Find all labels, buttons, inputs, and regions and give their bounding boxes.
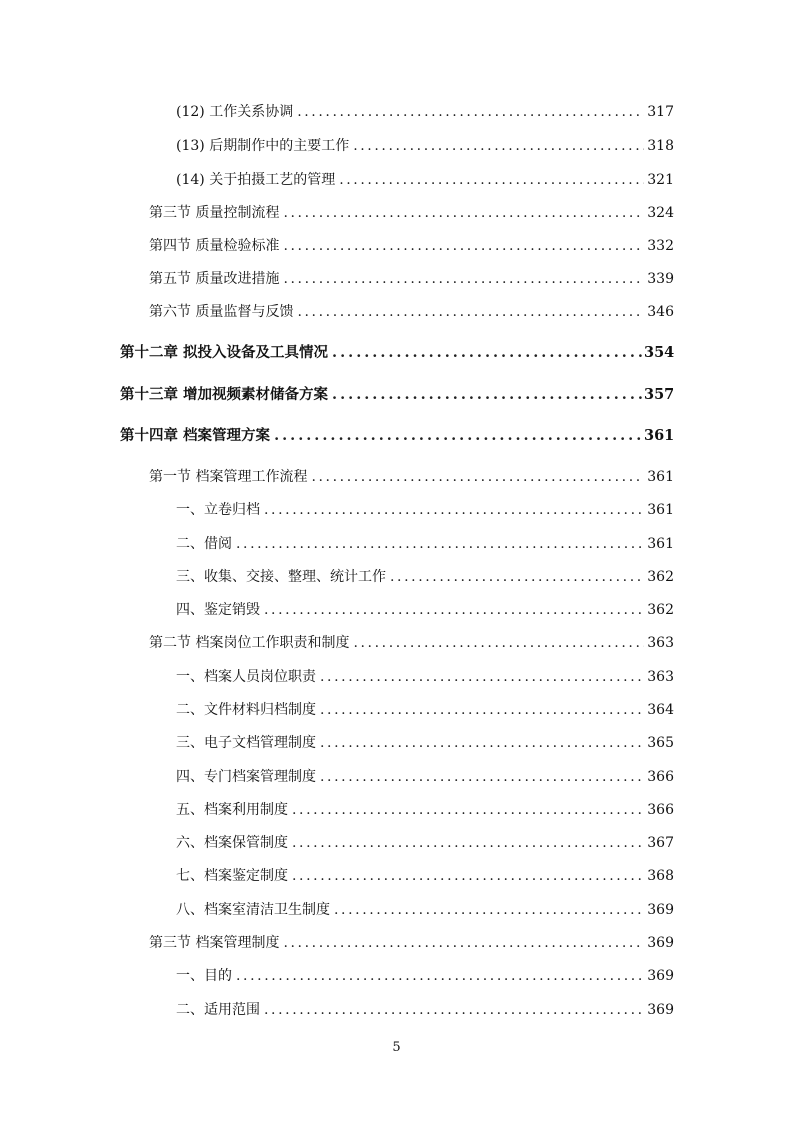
- dot-leader: [349, 134, 644, 158]
- dot-leader: [288, 831, 644, 855]
- dot-leader: [316, 731, 644, 755]
- toc-entry-page: 324: [647, 205, 674, 221]
- toc-entry-page: 361: [647, 536, 674, 552]
- dot-leader: [307, 465, 644, 489]
- toc-entry-label: 四、鉴定销毁: [176, 602, 260, 618]
- toc-entry[interactable]: [176, 964, 674, 988]
- toc-entry-label: 第三节 质量控制流程: [149, 205, 280, 221]
- dot-leader: [232, 964, 644, 988]
- dot-leader: [316, 765, 644, 789]
- toc-chapter-entry[interactable]: [120, 424, 674, 448]
- toc-entry[interactable]: [176, 565, 674, 589]
- toc-entry-label: 第十二章 拟投入设备及工具情况: [120, 344, 329, 361]
- dot-leader: [335, 168, 644, 192]
- toc-entry-label: 一、档案人员岗位职责: [176, 669, 316, 685]
- dot-leader: [288, 798, 644, 822]
- toc-entry-label: 六、档案保管制度: [176, 835, 288, 851]
- toc-entry-label: 第一节 档案管理工作流程: [149, 469, 308, 485]
- toc-entry-page: 339: [647, 271, 674, 287]
- toc-entry-page: 369: [647, 902, 674, 918]
- dot-leader: [279, 267, 644, 291]
- toc-entry[interactable]: [176, 134, 674, 158]
- toc-entry-page: 361: [647, 469, 674, 485]
- toc-entry[interactable]: [176, 765, 674, 789]
- toc-entry-label: 二、借阅: [176, 536, 232, 552]
- dot-leader: [386, 565, 644, 589]
- toc-entry-label: (12) 工作关系协调: [176, 104, 294, 120]
- toc-entry-page: 317: [647, 104, 674, 120]
- toc-entry-page: 366: [647, 769, 674, 785]
- toc-entry-label: 四、专门档案管理制度: [176, 769, 316, 785]
- page-number: 5: [392, 1040, 401, 1055]
- toc-entry-page: 361: [644, 427, 675, 444]
- toc-entry[interactable]: [176, 665, 674, 689]
- dot-leader: [260, 598, 644, 622]
- toc-entry-page: 354: [644, 344, 675, 361]
- toc-chapter-entry[interactable]: [120, 341, 674, 365]
- toc-entry[interactable]: [176, 998, 674, 1022]
- toc-entry-page: 369: [647, 935, 674, 951]
- dot-leader: [279, 931, 644, 955]
- toc-entry[interactable]: [176, 831, 674, 855]
- dot-leader: [316, 665, 644, 689]
- toc-entry-page: 357: [644, 386, 675, 403]
- toc-entry-label: 八、档案室清洁卫生制度: [176, 902, 330, 918]
- toc-chapter-entry[interactable]: [120, 383, 674, 407]
- dot-leader: [328, 383, 644, 407]
- toc-entry[interactable]: [149, 465, 674, 489]
- toc-entry-label: 一、立卷归档: [176, 502, 260, 518]
- toc-entry[interactable]: [149, 267, 674, 291]
- toc-entry-label: 一、目的: [176, 968, 232, 984]
- toc-entry[interactable]: [149, 234, 674, 258]
- toc-entry-label: 五、档案利用制度: [176, 802, 288, 818]
- toc-entry-label: 三、收集、交接、整理、统计工作: [176, 569, 386, 585]
- toc-entry-page: 361: [647, 502, 674, 518]
- toc-entry[interactable]: [176, 100, 674, 124]
- toc-entry[interactable]: [176, 698, 674, 722]
- toc-entry[interactable]: [176, 898, 674, 922]
- toc-entry[interactable]: [176, 864, 674, 888]
- toc-entry-label: (14) 关于拍摄工艺的管理: [176, 172, 336, 188]
- dot-leader: [328, 341, 644, 365]
- toc-entry-label: 七、档案鉴定制度: [176, 868, 288, 884]
- toc-entry[interactable]: [176, 498, 674, 522]
- toc-entry-page: 362: [647, 602, 674, 618]
- toc-entry-page: 363: [647, 669, 674, 685]
- toc-entry-label: 第二节 档案岗位工作职责和制度: [149, 635, 350, 651]
- toc-entry-page: 318: [647, 138, 674, 154]
- dot-leader: [316, 698, 644, 722]
- dot-leader: [260, 498, 644, 522]
- toc-entry-label: 二、文件材料归档制度: [176, 702, 316, 718]
- toc-entry[interactable]: [176, 532, 674, 556]
- toc-entry-page: 363: [647, 635, 674, 651]
- toc-entry-label: 第十三章 增加视频素材储备方案: [120, 386, 329, 403]
- toc-entry[interactable]: [149, 201, 674, 225]
- toc-entry[interactable]: [149, 931, 674, 955]
- toc-entry-page: 321: [647, 172, 674, 188]
- toc-entry[interactable]: [176, 731, 674, 755]
- dot-leader: [293, 100, 644, 124]
- toc-entry-label: 二、适用范围: [176, 1002, 260, 1018]
- toc-entry-label: 第三节 档案管理制度: [149, 935, 280, 951]
- dot-leader: [279, 201, 644, 225]
- toc-entry-label: 第六节 质量监督与反馈: [149, 304, 294, 320]
- toc-entry[interactable]: [149, 300, 674, 324]
- toc-entry-label: 第十四章 档案管理方案: [120, 427, 271, 444]
- dot-leader: [279, 234, 644, 258]
- toc-entry[interactable]: [176, 798, 674, 822]
- toc-entry-label: (13) 后期制作中的主要工作: [176, 138, 350, 154]
- toc-entry-page: 346: [647, 304, 674, 320]
- toc-entry-page: 366: [647, 802, 674, 818]
- toc-entry-label: 三、电子文档管理制度: [176, 735, 316, 751]
- toc-entry-page: 369: [647, 1002, 674, 1018]
- dot-leader: [232, 532, 644, 556]
- dot-leader: [349, 631, 644, 655]
- toc-entry-label: 第四节 质量检验标准: [149, 238, 280, 254]
- toc-entry[interactable]: [176, 598, 674, 622]
- dot-leader: [270, 424, 644, 448]
- toc-entry-page: 365: [647, 735, 674, 751]
- dot-leader: [260, 998, 644, 1022]
- toc-entry-page: 367: [647, 835, 674, 851]
- dot-leader: [293, 300, 644, 324]
- dot-leader: [330, 898, 644, 922]
- toc-entry-label: 第五节 质量改进措施: [149, 271, 280, 287]
- toc-entry[interactable]: [176, 168, 674, 192]
- toc-entry-page: 368: [647, 868, 674, 884]
- toc-entry-page: 332: [647, 238, 674, 254]
- dot-leader: [288, 864, 644, 888]
- toc-entry-page: 369: [647, 968, 674, 984]
- toc-entry[interactable]: [149, 631, 674, 655]
- toc-entry-page: 362: [647, 569, 674, 585]
- toc-entry-page: 364: [647, 702, 674, 718]
